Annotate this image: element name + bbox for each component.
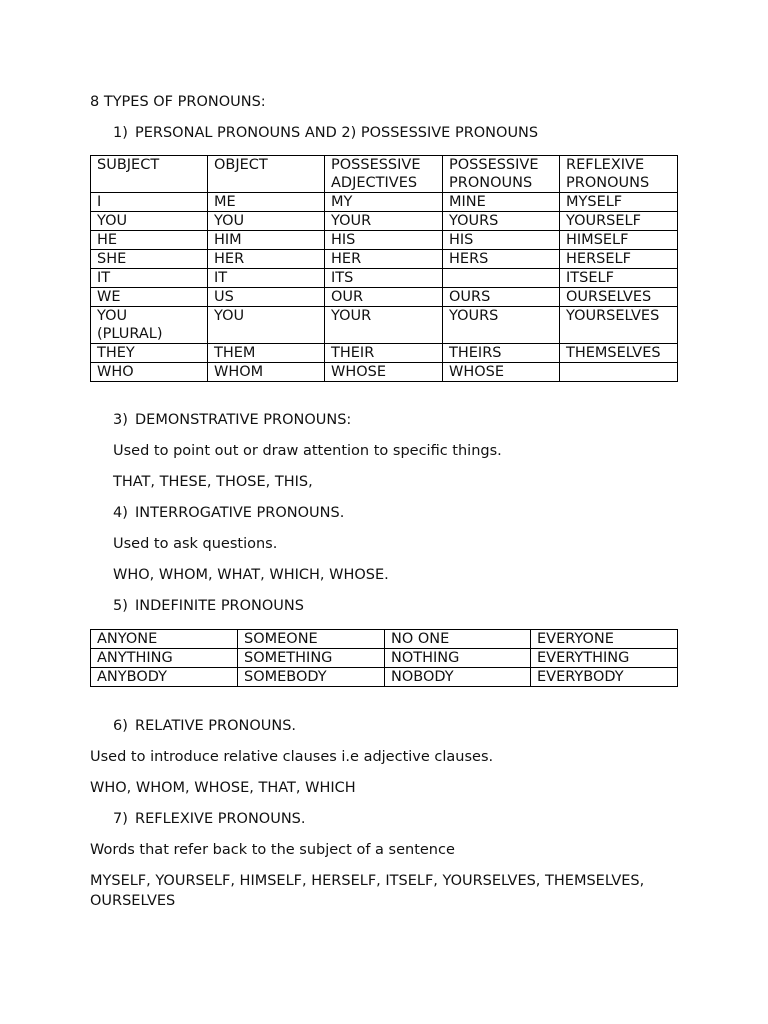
table-cell xyxy=(208,344,325,363)
section-title: RELATIVE PRONOUNS. xyxy=(135,718,297,734)
table-cell xyxy=(325,307,443,344)
table-row xyxy=(91,231,678,250)
table-cell xyxy=(208,193,325,212)
table-cell: SOMEBODY xyxy=(238,668,385,687)
cell-text: PRONOUNS xyxy=(566,175,650,191)
page-heading: 8 TYPES OF PRONOUNS: xyxy=(90,94,266,110)
table-cell xyxy=(208,156,325,193)
cell-text: YOU xyxy=(214,308,245,324)
table-cell xyxy=(325,212,443,231)
table-cell xyxy=(325,156,443,193)
cell-text: HIS xyxy=(331,232,356,248)
table-cell xyxy=(91,156,208,193)
cell-text: HIM xyxy=(214,232,242,248)
table-cell xyxy=(91,212,208,231)
table-row xyxy=(91,212,678,231)
table-cell: NO ONE xyxy=(385,630,531,649)
table-cell xyxy=(443,269,560,288)
cell-text: OUR xyxy=(331,289,364,305)
cell-text: I xyxy=(97,194,102,210)
cell-text: YOUR xyxy=(331,308,372,324)
table-row xyxy=(91,630,678,649)
table-cell xyxy=(443,212,560,231)
table-cell xyxy=(560,231,678,250)
cell-text: HERSELF xyxy=(566,251,631,267)
table-cell: ANYONE xyxy=(91,630,238,649)
table-cell xyxy=(443,156,560,193)
table-cell xyxy=(325,269,443,288)
section-number: 3) xyxy=(113,412,128,428)
table-cell xyxy=(443,363,560,382)
section-6-heading xyxy=(113,716,296,736)
cell-text: HER xyxy=(331,251,362,267)
cell-text: IT xyxy=(214,270,228,286)
table-cell: SOMETHING xyxy=(238,649,385,668)
table-cell xyxy=(208,269,325,288)
cell-text: POSSESSIVE xyxy=(331,157,421,173)
table-cell: ANYTHING xyxy=(91,649,238,668)
table-row xyxy=(91,363,678,382)
section-6-examples: WHO, WHOM, WHOSE, THAT, WHICH xyxy=(90,780,356,796)
section-title: DEMONSTRATIVE PRONOUNS: xyxy=(135,412,352,428)
cell-text: OBJECT xyxy=(214,157,268,173)
table-cell xyxy=(325,344,443,363)
section-3-heading xyxy=(113,410,351,430)
section-5-heading xyxy=(113,596,304,616)
table-cell xyxy=(443,231,560,250)
cell-text: YOUR xyxy=(331,213,372,229)
cell-text: SHE xyxy=(97,251,127,267)
cell-text: POSSESSIVE xyxy=(449,157,539,173)
table-cell xyxy=(560,363,678,382)
section-7-description: Words that refer back to the subject of a sentence xyxy=(90,842,455,858)
section-title: REFLEXIVE PRONOUNS. xyxy=(135,811,306,827)
table-row xyxy=(91,344,678,363)
cell-text: HE xyxy=(97,232,118,248)
cell-text: ITS xyxy=(331,270,354,286)
cell-text: HIMSELF xyxy=(566,232,629,248)
cell-text: PRONOUNS xyxy=(449,175,533,191)
table-cell xyxy=(91,250,208,269)
cell-text: YOURSELVES xyxy=(566,308,660,324)
table-cell: NOBODY xyxy=(385,668,531,687)
table-row xyxy=(91,649,678,668)
cell-text: REFLEXIVE xyxy=(566,157,645,173)
cell-text: SUBJECT xyxy=(97,157,160,173)
cell-text: YOURS xyxy=(449,213,499,229)
section-6-description: Used to introduce relative clauses i.e adjective clauses. xyxy=(90,749,494,765)
cell-text: THEMSELVES xyxy=(566,345,661,361)
section-4-description: Used to ask questions. xyxy=(113,536,278,552)
cell-text: YOU xyxy=(214,213,245,229)
table-row xyxy=(91,250,678,269)
cell-text: MYSELF xyxy=(566,194,623,210)
cell-text: WE xyxy=(97,289,121,305)
table-cell xyxy=(560,307,678,344)
cell-text: IT xyxy=(97,270,111,286)
indefinite-pronoun-table xyxy=(90,629,678,687)
cell-text: YOU xyxy=(97,308,128,324)
table-cell xyxy=(325,250,443,269)
cell-text: YOU xyxy=(97,213,128,229)
table-row xyxy=(91,269,678,288)
table-cell xyxy=(91,193,208,212)
table-cell xyxy=(560,288,678,307)
cell-text: US xyxy=(214,289,234,305)
table-cell: ANYBODY xyxy=(91,668,238,687)
cell-text: OURS xyxy=(449,289,491,305)
table-row xyxy=(91,668,678,687)
table-cell xyxy=(325,288,443,307)
pronoun-table xyxy=(90,155,678,382)
table-cell xyxy=(443,193,560,212)
cell-text: WHOSE xyxy=(331,364,387,380)
cell-text: (PLURAL) xyxy=(97,326,163,342)
table-cell xyxy=(325,231,443,250)
table-cell xyxy=(208,288,325,307)
table-cell xyxy=(91,363,208,382)
table-cell xyxy=(91,288,208,307)
cell-text: YOURS xyxy=(449,308,499,324)
cell-text: ITSELF xyxy=(566,270,614,286)
table-cell xyxy=(560,250,678,269)
cell-text: WHOM xyxy=(214,364,264,380)
table-cell xyxy=(91,307,208,344)
table-cell xyxy=(208,363,325,382)
table-cell: NOTHING xyxy=(385,649,531,668)
table-cell xyxy=(443,288,560,307)
table-cell xyxy=(208,307,325,344)
table-cell xyxy=(560,156,678,193)
cell-text: MINE xyxy=(449,194,486,210)
table-cell: EVERYONE xyxy=(531,630,678,649)
cell-text: ME xyxy=(214,194,236,210)
table-cell: EVERYBODY xyxy=(531,668,678,687)
section-title: PERSONAL PRONOUNS AND 2) POSSESSIVE PRONOUNS xyxy=(135,125,539,141)
table-cell xyxy=(560,212,678,231)
section-3-description: Used to point out or draw attention to specific things. xyxy=(113,443,502,459)
section-number: 1) xyxy=(113,125,128,141)
table-cell xyxy=(443,344,560,363)
table-cell xyxy=(91,231,208,250)
table-cell xyxy=(560,344,678,363)
section-4-examples: WHO, WHOM, WHAT, WHICH, WHOSE. xyxy=(113,567,389,583)
table-cell xyxy=(560,269,678,288)
table-cell: EVERYTHING xyxy=(531,649,678,668)
cell-text: THEM xyxy=(214,345,256,361)
cell-text: HER xyxy=(214,251,245,267)
section-title: INTERROGATIVE PRONOUNS. xyxy=(135,505,345,521)
cell-text: WHOSE xyxy=(449,364,505,380)
cell-text: WHO xyxy=(97,364,134,380)
table-row xyxy=(91,193,678,212)
table-cell xyxy=(443,250,560,269)
table-cell xyxy=(91,269,208,288)
section-4-heading xyxy=(113,503,344,523)
cell-text: THEY xyxy=(97,345,135,361)
section-3-examples: THAT, THESE, THOSE, THIS, xyxy=(113,474,313,490)
table-cell xyxy=(325,193,443,212)
section-7-heading xyxy=(113,809,305,829)
cell-text: OURSELVES xyxy=(566,289,652,305)
table-cell xyxy=(325,363,443,382)
cell-text: THEIRS xyxy=(449,345,502,361)
table-cell xyxy=(560,193,678,212)
table-cell: SOMEONE xyxy=(238,630,385,649)
table-cell xyxy=(208,212,325,231)
table-cell xyxy=(208,250,325,269)
section-number: 4) xyxy=(113,505,128,521)
table-row xyxy=(91,288,678,307)
cell-text: THEIR xyxy=(331,345,375,361)
cell-text: YOURSELF xyxy=(566,213,641,229)
table-cell xyxy=(443,307,560,344)
table-cell xyxy=(208,231,325,250)
section-number: 5) xyxy=(113,598,128,614)
cell-text: MY xyxy=(331,194,353,210)
section-number: 7) xyxy=(113,811,128,827)
table-header-row xyxy=(91,156,678,193)
section-title: INDEFINITE PRONOUNS xyxy=(135,598,304,614)
table-row xyxy=(91,307,678,344)
cell-text: ADJECTIVES xyxy=(331,175,418,191)
table-cell xyxy=(91,344,208,363)
section-7-examples: MYSELF, YOURSELF, HIMSELF, HERSELF, ITSELF, YOURSELVES, THEMSELVES, OURSELVES xyxy=(90,873,645,909)
cell-text: HERS xyxy=(449,251,489,267)
cell-text: HIS xyxy=(449,232,474,248)
section-number: 6) xyxy=(113,718,128,734)
section-1-heading xyxy=(113,123,538,143)
